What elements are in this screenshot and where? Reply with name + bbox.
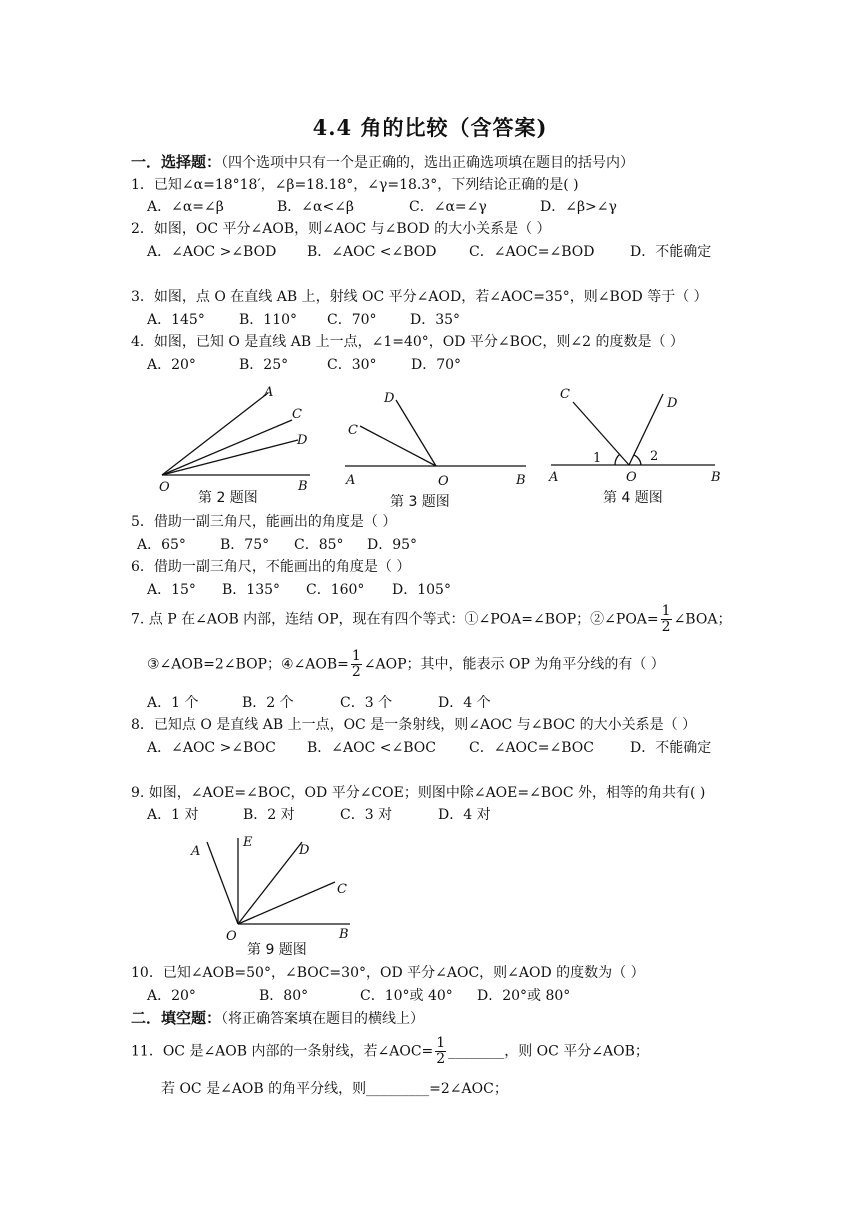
fraction-one-half <box>661 604 672 635</box>
angle-1-arc <box>615 454 620 465</box>
question-8-stem: 8．已知点 O 是直线 AB 上一点，OC 是一条射线，则∠AOC 与∠BOC 的大小关系是（ ） <box>131 717 697 733</box>
question-7-text-2-end: ∠AOP；其中，能表示 OP 为角平分线的有（ ） <box>363 656 665 673</box>
fraction-denominator: 2 <box>661 619 671 635</box>
fraction-numerator: 1 <box>436 1035 446 1051</box>
fraction-denominator: 2 <box>351 664 361 680</box>
label-b: B <box>711 470 721 485</box>
section-1-heading <box>131 153 634 172</box>
option-a: A．∠AOC >∠BOD <box>147 244 277 260</box>
figure-4 <box>545 378 725 510</box>
label-e: E <box>243 835 253 850</box>
page-title: 4.4 角的比较（含答案) <box>312 115 548 140</box>
label-d: D <box>299 843 310 858</box>
question-11-line-2: 若 OC 是∠AOB 的角平分线，则_________=2∠AOC； <box>161 1081 508 1097</box>
ray-od <box>162 440 298 475</box>
label-a: A <box>264 385 274 400</box>
ray-od <box>238 842 302 924</box>
figure-9 <box>185 830 365 960</box>
option-c: C．∠AOC=∠BOD <box>469 244 595 260</box>
section-1-label: 一．选择题： <box>131 153 222 171</box>
fraction-numerator: 1 <box>661 603 671 619</box>
question-7-line-2 <box>147 649 665 680</box>
ray-oa <box>207 842 238 924</box>
option-b: B．∠AOC <∠BOC <box>307 740 436 756</box>
label-b: B <box>516 473 526 488</box>
question-6-stem: 6．借助一副三角尺，不能画出的角度是（ ） <box>131 559 411 575</box>
option-d: D．70° <box>411 357 462 373</box>
option-b: B．∠α<∠β <box>277 199 355 215</box>
label-c: C <box>292 407 302 422</box>
option-d: D．不能确定 <box>630 740 712 756</box>
label-a: A <box>549 470 559 485</box>
option-d: D．∠β>∠γ <box>540 199 617 215</box>
option-c: C．30° <box>327 357 377 373</box>
label-c: C <box>348 423 358 438</box>
option-d: D．不能确定 <box>630 244 712 260</box>
label-1: 1 <box>593 451 602 466</box>
option-a: A．65° <box>137 537 186 553</box>
figure-4-caption: 第 4 题图 <box>603 490 663 506</box>
option-c: C．70° <box>327 312 377 328</box>
option-b: B．110° <box>239 312 298 328</box>
ray-oc <box>238 882 335 924</box>
option-d: D．95° <box>367 537 418 553</box>
label-a: A <box>346 473 356 488</box>
section-2-label: 二．填空题： <box>131 1009 222 1027</box>
option-a: A．1 个 <box>147 695 199 711</box>
option-b: B．∠AOC <∠BOD <box>307 244 437 260</box>
option-b: B．2 对 <box>243 807 295 823</box>
figure-3 <box>340 382 535 514</box>
option-d: D．105° <box>392 582 451 598</box>
label-d: D <box>667 396 678 411</box>
option-c: C．∠α=∠γ <box>409 199 487 215</box>
question-11-text-1-end: ________，则 OC 平分∠AOB； <box>448 1043 649 1060</box>
label-o: O <box>226 929 237 944</box>
question-7-text-2: ③∠AOB=2∠BOP；④∠AOB= <box>147 656 349 673</box>
label-d: D <box>297 433 308 448</box>
option-c: C．10°或 40° <box>360 988 453 1004</box>
option-d: D．20°或 80° <box>477 988 571 1004</box>
question-4-stem: 4．如图，已知 O 是直线 AB 上一点，∠1=40°，OD 平分∠BOC，则∠2 的度数是（ ） <box>131 334 684 350</box>
angle-2-arc <box>634 455 641 465</box>
option-a: A．15° <box>147 582 196 598</box>
fraction-denominator: 2 <box>436 1051 446 1067</box>
option-c: C．85° <box>294 537 344 553</box>
label-2: 2 <box>650 449 659 464</box>
fraction-numerator: 1 <box>351 648 361 664</box>
ray-oa <box>162 393 268 475</box>
option-d: D．4 对 <box>438 807 491 823</box>
section-2-note: （将正确答案填在题目的横线上） <box>221 1011 425 1027</box>
question-2-stem: 2．如图，OC 平分∠AOB，则∠AOC 与∠BOD 的大小关系是（ ） <box>131 221 551 237</box>
option-a: A．20° <box>147 357 196 373</box>
question-7-text-1-end: ∠BOA； <box>673 611 732 628</box>
figure-3-caption: 第 3 题图 <box>390 494 450 510</box>
ray-oc <box>162 420 292 475</box>
question-5-stem: 5．借助一副三角尺，能画出的角度是（ ） <box>131 514 397 530</box>
question-3-stem: 3．如图，点 O 在直线 AB 上，射线 OC 平分∠AOD，若∠AOC=35°，则∠BOD 等于（ ） <box>131 289 708 305</box>
question-7-line-1 <box>131 604 731 635</box>
option-d: D．4 个 <box>438 695 491 711</box>
section-1-note: （四个选项中只有一个是正确的，选出正确选项填在题目的括号内） <box>221 155 635 171</box>
label-b: B <box>339 927 349 942</box>
label-b: B <box>298 479 308 494</box>
option-b: B．135° <box>222 582 281 598</box>
question-11-text-1: 11．OC 是∠AOB 内部的一条射线，若∠AOC= <box>131 1043 434 1060</box>
figure-2-caption: 第 2 题图 <box>198 490 258 506</box>
option-d: D．35° <box>410 312 461 328</box>
option-b: B．75° <box>220 537 270 553</box>
label-o: O <box>438 474 449 489</box>
figure-2 <box>150 378 330 506</box>
label-o: O <box>626 470 637 485</box>
question-10-stem: 10．已知∠AOB=50°，∠BOC=30°，OD 平分∠AOC，则∠AOD 的度数为（ ） <box>131 965 645 981</box>
option-c: C．3 对 <box>340 807 393 823</box>
fraction-one-half <box>351 649 362 680</box>
fraction-one-half <box>435 1036 446 1067</box>
option-c: C．3 个 <box>340 695 393 711</box>
option-a: A．1 对 <box>147 807 199 823</box>
option-a: A．20° <box>147 988 196 1004</box>
option-b: B．2 个 <box>242 695 294 711</box>
question-11-line-1 <box>131 1036 649 1067</box>
question-1-stem: 1．已知∠α=18°18′，∠β=18.18°，∠γ=18.3°，下列结论正确的是( ) <box>131 177 579 193</box>
label-o: O <box>159 480 170 495</box>
option-a: A．145° <box>147 312 205 328</box>
option-c: C．∠AOC=∠BOC <box>469 740 594 756</box>
label-c: C <box>337 882 347 897</box>
label-d: D <box>384 391 395 406</box>
label-c: C <box>560 387 570 402</box>
figure-9-caption: 第 9 题图 <box>247 942 307 958</box>
label-a: A <box>191 844 201 859</box>
option-b: B．80° <box>259 988 309 1004</box>
option-a: A．∠AOC >∠BOC <box>147 740 276 756</box>
section-2-heading <box>131 1009 424 1028</box>
option-b: B．25° <box>239 357 289 373</box>
option-c: C．160° <box>306 582 365 598</box>
question-9-stem: 9. 如图，∠AOE=∠BOC，OD 平分∠COE；则图中除∠AOE=∠BOC 外，相等的角共有( ) <box>131 785 706 801</box>
question-7-text-1: 7. 点 P 在∠AOB 内部，连结 OP，现在有四个等式：①∠POA=∠BOP；②∠POA= <box>131 611 659 628</box>
option-a: A．∠α=∠β <box>147 199 224 215</box>
